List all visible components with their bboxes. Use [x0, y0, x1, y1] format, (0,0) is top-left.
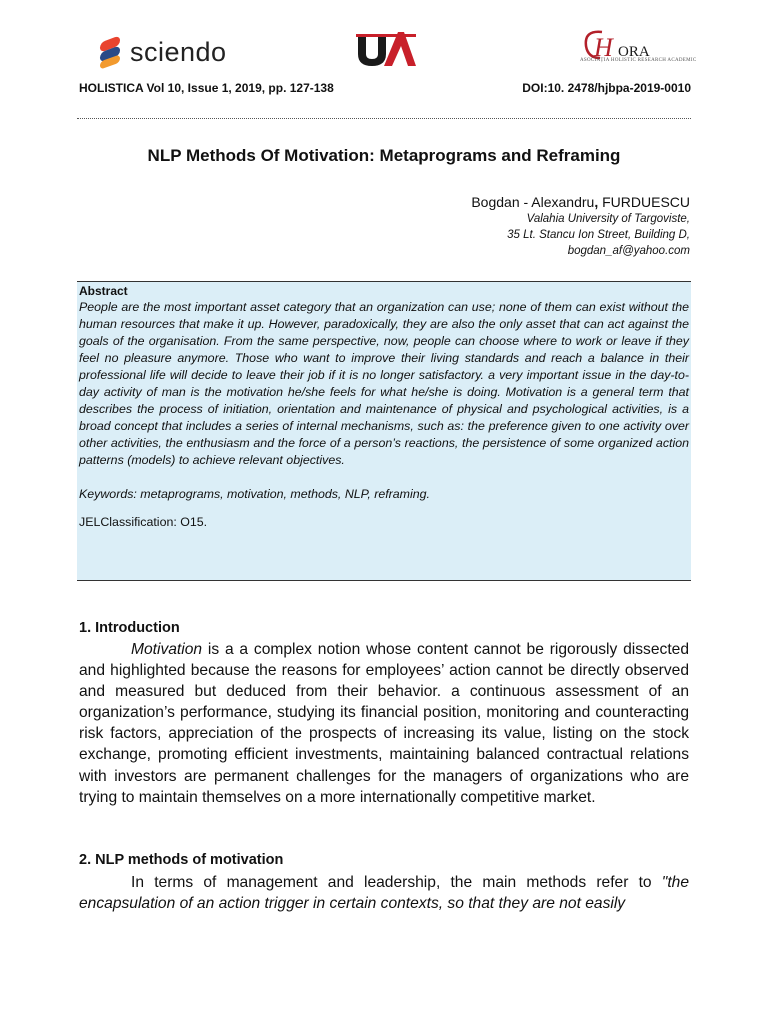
hora-tagline: ASOCIAȚIA HOLISTIC RESEARCH ACADEMIC	[580, 58, 697, 63]
svg-text:ORA: ORA	[618, 44, 650, 60]
section-heading-introduction: 1. Introduction	[79, 620, 180, 636]
abstract-box	[77, 281, 691, 581]
ua-logo-icon	[354, 28, 418, 70]
sciendo-logo	[98, 32, 227, 72]
introduction-text: is a a complex notion whose content cannot be rigorously dissected and highlighted because the reasons for employees’ action cannot be directly observed and measured but deduced from their behavior. a continuous assessment of an organization’s performance, studying its financial position, monitoring and counteracting risk factors, appreciation of the prospects of increasing its value, listing on the stock exchange, promoting efficient investments, maintaining balanced contractual relations with investors are permanent challenges for the managers of organizations who are trying to maintain themselves on a more internationally competitive market.	[79, 641, 689, 806]
nlp-methods-text: In terms of management and leadership, the main methods refer to	[131, 874, 662, 891]
introduction-paragraph	[79, 639, 689, 808]
section-heading-nlp-methods: 2. NLP methods of motivation	[79, 852, 284, 868]
abstract-heading: Abstract	[79, 284, 128, 298]
author-email: bogdan_af@yahoo.com	[567, 245, 690, 257]
hora-logo	[580, 26, 697, 72]
jel-classification: JELClassification: O15.	[79, 515, 208, 529]
sciendo-wordmark: sciendo	[130, 36, 227, 67]
paper-title: NLP Methods Of Motivation: Metaprograms and Reframing	[147, 146, 621, 165]
journal-citation: HOLISTICA Vol 10, Issue 1, 2019, pp. 127-138	[79, 81, 334, 95]
nlp-methods-quote: "the encapsulation of an action trigger in certain contexts, so that they are not easily	[79, 874, 689, 913]
introduction-first-word: Motivation	[131, 641, 203, 658]
journal-reference-line	[79, 81, 691, 95]
author-name	[471, 194, 690, 210]
svg-text:H: H	[594, 33, 613, 62]
author-name-text: Bogdan - Alexandru, FURDUESCU	[471, 194, 690, 210]
affiliation-address: 35 Lt. Stancu Ion Street, Building D,	[507, 229, 690, 241]
doi: DOI:10. 2478/hjbpa-2019-0010	[522, 81, 691, 95]
sciendo-mark-icon	[98, 36, 122, 68]
keywords: Keywords: metaprograms, motivation, methods, NLP, reframing.	[79, 487, 430, 501]
nlp-methods-paragraph	[79, 872, 689, 914]
abstract-text: People are the most important asset category that an organization can use; none of them can exist without the human resources that make it up. However, paradoxically, they are also the only asset that can act against the goals of the organisation. From the same perspective, now, people can choose where to work or leave if they feel no pleasure anymore. Those who want to improve their living standards and reach a balance in their professional life will decide to leave their job if it is no longer satisfactory. a very important issue in the day-to-day activity of man is the motivation he/she feels for what he/she is doing. Motivation is a general term that describes the process of initiation, orientation and maintenance of physical and psychological activities, is a broad concept that includes a series of internal mechanisms, such as: the preference given to one activity over other activities, the enthusiasm and the force of a person’s reactions, the persistence of some organized action patterns (models) to achieve relevant objectives.	[79, 300, 689, 467]
header-divider	[77, 118, 691, 119]
affiliation-university: Valahia University of Targoviste,	[526, 213, 690, 225]
header-logos	[0, 22, 768, 82]
